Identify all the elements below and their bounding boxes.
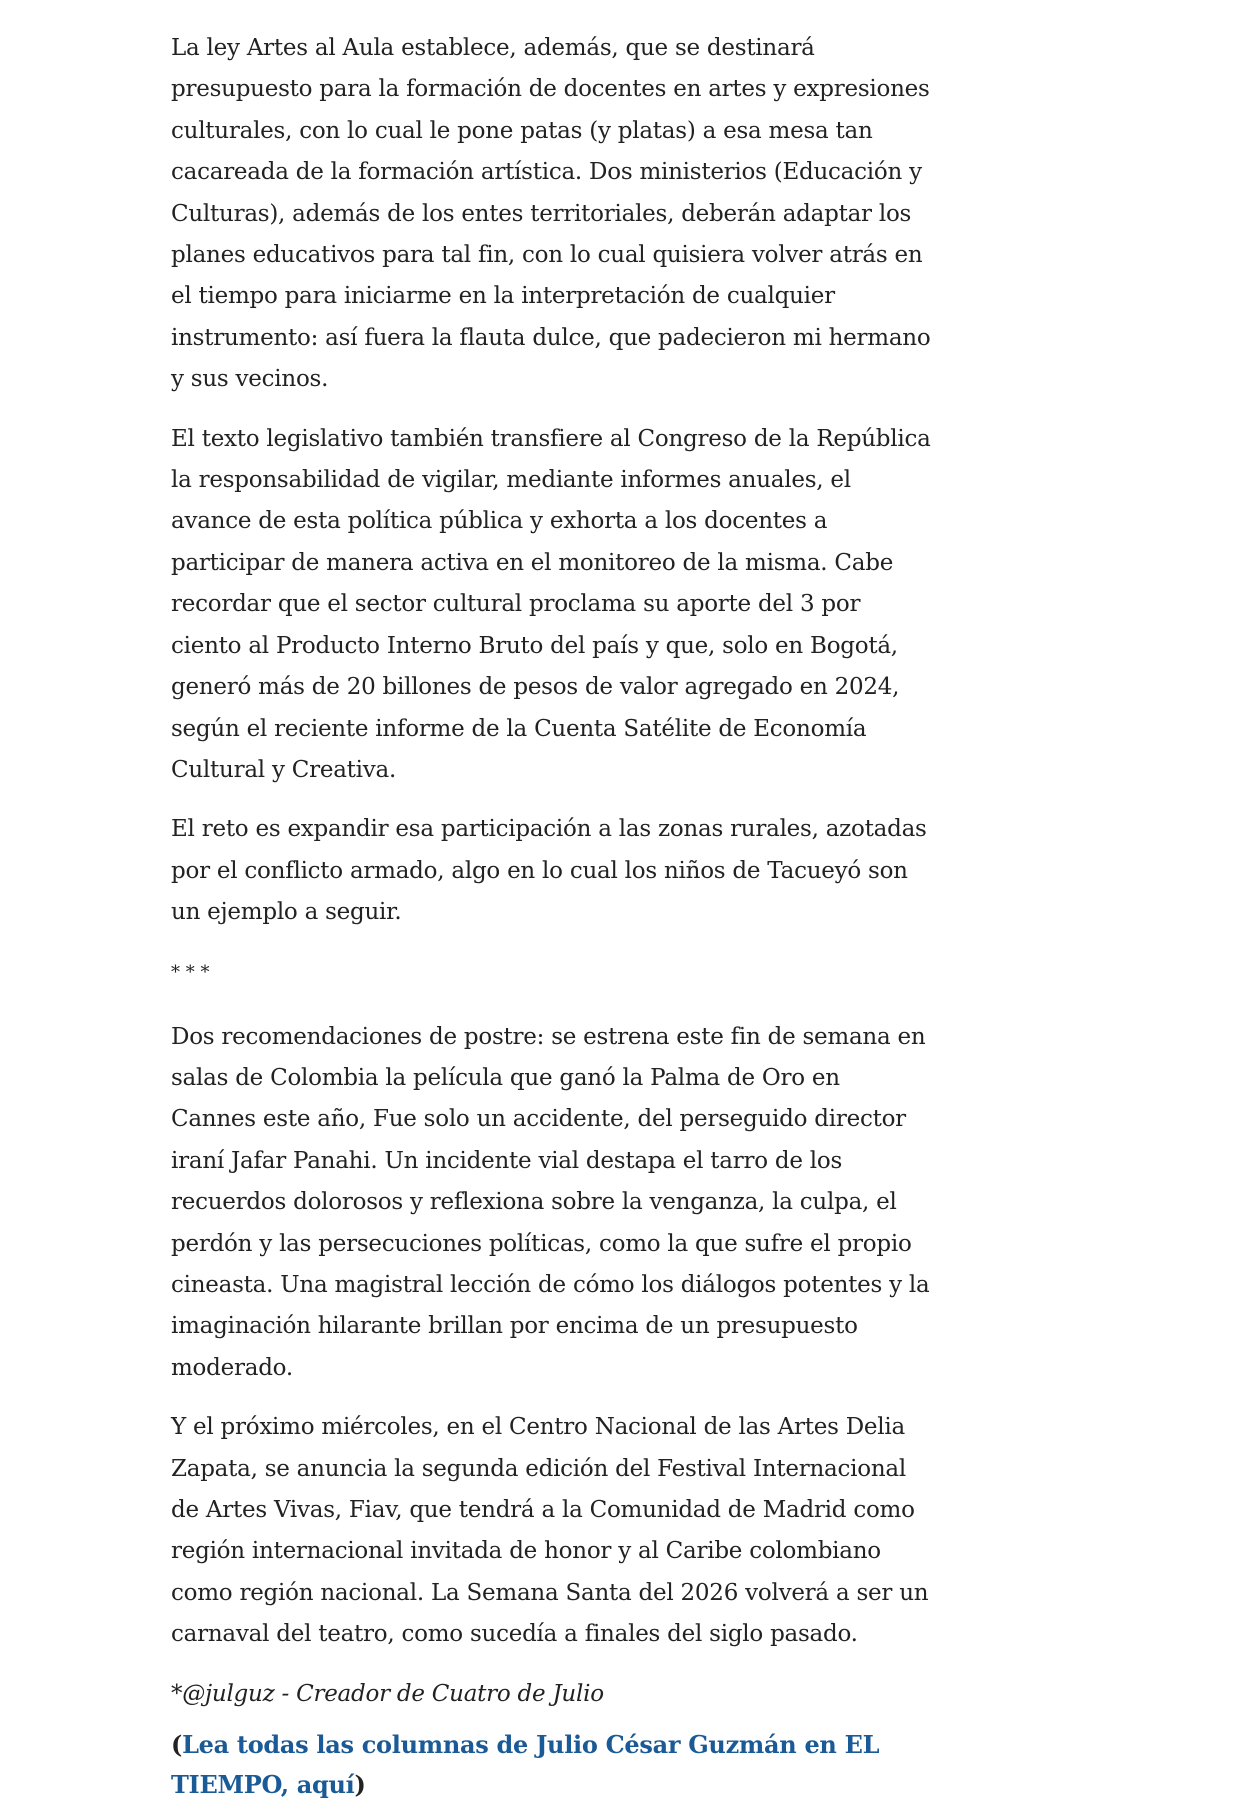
paragraph-reto-zonas-rurales: El reto es expandir esa participación a las zonas rurales, azotadas por el conflicto armado, algo en lo cual los niños de Tacueyó son un ejemplo a seguir. [171,816,927,926]
paragraph-recomendaciones: Dos recomendaciones de postre: se estrena este fin de semana en salas de Colombia la película que ganó la Palma de Oro en Cannes este año, Fue solo un accidente, del perseguido director iraní Jafar Panahi. Un incidente vial destapa el tarro de los recuerdos dolorosos y reflexiona sobre la venganza, la culpa, el perdón y las persecuciones políticas, como la que sufre el propio cineasta. Una magistral lección de cómo los diálogos potentes y la imaginación hilarante brillan por encima de un presupuesto moderado. [171,1023,930,1381]
open-paren: ( [171,1729,183,1759]
read-all-columns-link[interactable]: Lea todas las columnas de Julio César Guzmán en EL TIEMPO, aquí [171,1729,880,1799]
paragraph-texto-legislativo: El texto legislativo también transfiere al Congreso de la República la responsabilidad de vigilar, mediante informes anuales, el avance de esta política pública y exhorta a los docentes a participar de manera activa en el monitoreo de la misma. Cabe recordar que el sector cultural proclama su aporte del 3 por ciento al Producto Interno Bruto del país y que, solo en Bogotá, generó más de 20 billones de pesos de valor agregado en 2024, según el reciente informe de la Cuenta Satélite de Economía Cultural y Creativa. [171,425,931,783]
author-byline: *@julguz - Creador de Cuatro de Julio [171,1680,604,1707]
close-paren: ) [354,1769,366,1799]
read-more-columns [171,1725,931,1805]
paragraph-festival-artes-vivas: Y el próximo miércoles, en el Centro Nacional de las Artes Delia Zapata, se anuncia la segunda edición del Festival Internacional de Artes Vivas, Fiav, que tendrá a la Comunidad de Madrid como región internacional invitada de honor y al Caribe colombiano como región nacional. La Semana Santa del 2026 volverá a ser un carnaval del teatro, como sucedía a finales del siglo pasado. [171,1414,929,1648]
article-body [171,28,931,1805]
paragraph-artes-al-aula: La ley Artes al Aula establece, además, que se destinará presupuesto para la formación de docentes en artes y expresiones culturales, con lo cual le pone patas (y platas) a esa mesa tan cacareada de la formación artística. Dos ministerios (Educación y Culturas), además de los entes territoriales, deberán adaptar los planes educativos para tal fin, con lo cual quisiera volver atrás en el tiempo para iniciarme en la interpretación de cualquier instrumento: así fuera la flauta dulce, que padecieron mi hermano y sus vecinos. [171,35,931,393]
section-separator: * * * [171,961,210,983]
